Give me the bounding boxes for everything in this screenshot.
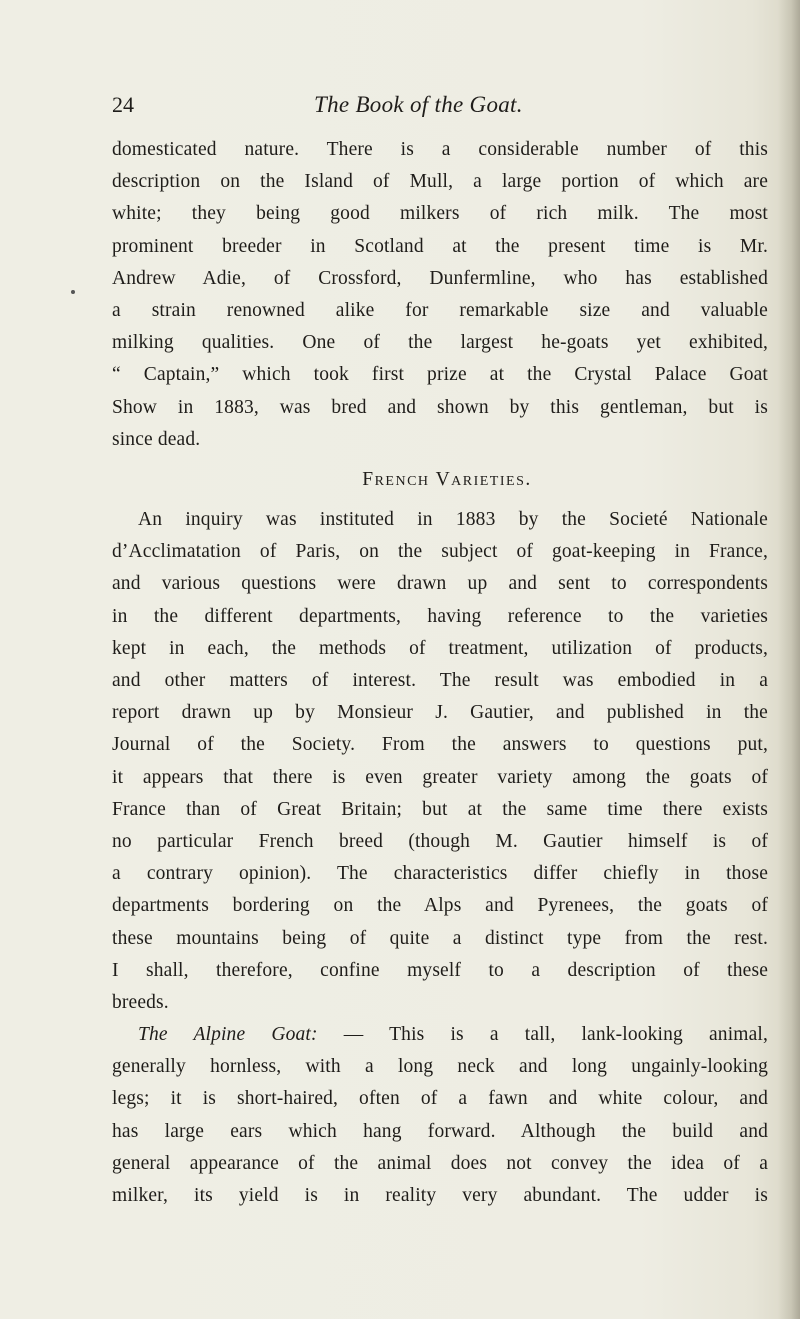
text-line: these mountains being of quite a distinct type from the rest. — [112, 927, 768, 949]
text-run: — This is a tall, lank-looking animal, — [317, 1024, 768, 1046]
text-line: it appears that there is even greater variety among the goats of — [112, 766, 768, 788]
text-line: report drawn up by Monsieur J. Gautier, and published in the — [112, 702, 768, 724]
text-line: France than of Great Britain; but at the same time there exists — [112, 798, 768, 820]
text-line: milker, its yield is in reality very abundant. The udder is — [112, 1185, 768, 1206]
text-line: breeds. — [112, 991, 169, 1013]
page-header — [112, 92, 762, 122]
text-line: generally hornless, with a long neck and long ungainly-looking — [112, 1056, 768, 1078]
text-line: I shall, therefore, confine myself to a description of these — [112, 959, 768, 981]
text-line: d’Acclimatation of Paris, on the subject of goat-keeping in France, — [112, 541, 768, 563]
text-line: in the different departments, having reference to the varieties — [112, 605, 768, 627]
text-line: An inquiry was instituted in 1883 by the Societé Nationale — [138, 509, 768, 531]
page-edge-shadow — [778, 0, 800, 1319]
text-line: no particular French breed (though M. Gautier himself is of — [112, 830, 768, 852]
text-line: Andrew Adie, of Crossford, Dunfermline, who has established — [112, 267, 768, 289]
text-line: white; they being good milkers of rich milk. The most — [112, 203, 768, 225]
margin-speck — [71, 290, 75, 294]
running-title: The Book of the Goat. — [314, 92, 523, 117]
text-line: and various questions were drawn up and sent to correspondents — [112, 573, 768, 595]
text-line: departments bordering on the Alps and Pyrenees, the goats of — [112, 895, 768, 917]
text-line: since dead. — [112, 428, 201, 450]
text-line — [112, 1019, 768, 1051]
section-heading: French Varieties. — [362, 468, 532, 490]
text-line: prominent breeder in Scotland at the present time is Mr. — [112, 235, 768, 257]
text-line: general appearance of the animal does not convey the idea of a — [112, 1152, 768, 1174]
text-line: has large ears which hang forward. Although the build and — [112, 1120, 768, 1142]
text-line: a strain renowned alike for remarkable size and valuable — [112, 299, 768, 321]
text-line: description on the Island of Mull, a large portion of which are — [112, 171, 768, 193]
text-line: Show in 1883, was bred and shown by this gentleman, but is — [112, 396, 768, 418]
text-line: and other matters of interest. The result was embodied in a — [112, 670, 768, 691]
text-line: a contrary opinion). The characteristics differ chiefly in those — [112, 863, 768, 885]
text-line: legs; it is short-haired, often of a fawn and white colour, and — [112, 1088, 768, 1110]
text-line: domesticated nature. There is a considerable number of this — [112, 139, 768, 160]
text-line: Journal of the Society. From the answers to questions put, — [112, 734, 768, 756]
alpine-goat-heading: The Alpine Goat: — [138, 1024, 318, 1046]
page-number: 24 — [112, 92, 134, 117]
text-line: “ Captain,” which took first prize at the Crystal Palace Goat — [112, 364, 768, 386]
text-line: milking qualities. One of the largest he-goats yet exhibited, — [112, 332, 768, 354]
body-text — [112, 134, 768, 1212]
text-line: kept in each, the methods of treatment, utilization of products, — [112, 637, 768, 659]
